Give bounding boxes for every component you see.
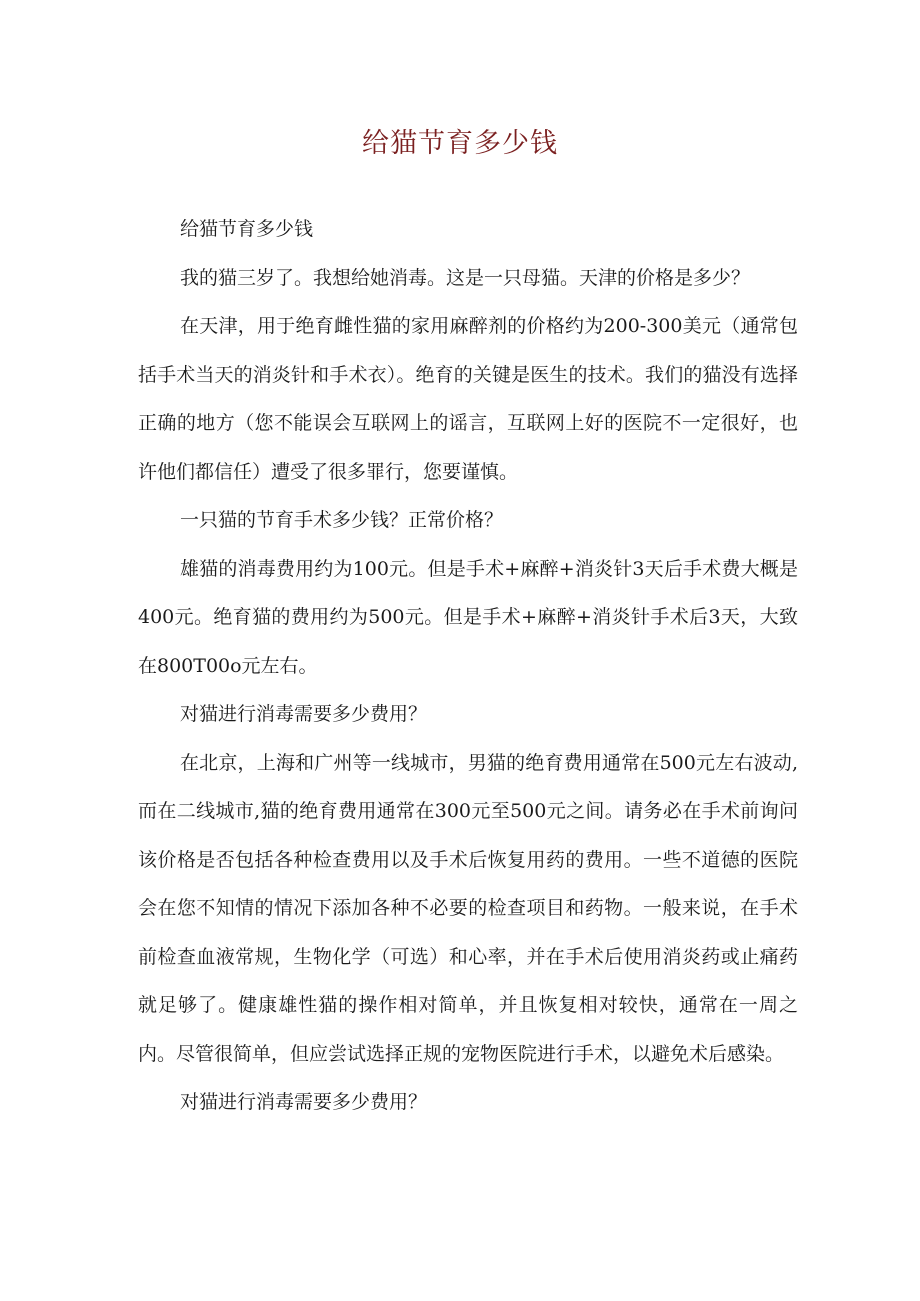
- paragraph-cost-question-1: 对猫进行消毒需要多少费用？: [180, 703, 428, 725]
- paragraph-normal-price-question: 一只猫的节育手术多少钱？正常价格？: [180, 509, 504, 531]
- document-title: 给猫节育多少钱: [362, 128, 558, 159]
- paragraph-cost-question-2: 对猫进行消毒需要多少费用？: [180, 1091, 428, 1113]
- paragraph-male-female-cost: 雄猫的消毒费用约为100元。但是手术+麻醉+消炎针3天后手术费大概是400元。绝育猫的费用约为500元。但是手术+麻醉+消炎针手术后3天，大致在800T00o元左右。: [138, 557, 798, 677]
- paragraph-question: 我的猫三岁了。我想给她消毒。这是一只母猫。天津的价格是多少？: [180, 266, 751, 289]
- paragraph-city-cost-details: 在北京，上海和广州等一线城市，男猫的绝育费用通常在500元左右波动,而在二线城市,猫的绝育费用通常在300元至500元之间。请务必在手术前询问该价格是否包括各种检查费用以及手术后恢复用药的费用。一些不道德的医院会在您不知情的情况下添加各种不必要的检查项目和药物。一般来说，在手术前检查血液常规，生物化学（可选）和心率，并在手术后使用消炎药或止痛药就足够了。健康雄性猫的操作相对简单，并且恢复相对较快，通常在一周之内。尽管很简单，但应尝试选择正规的宠物医院进行手术，以避免术后感染。: [138, 751, 798, 1065]
- paragraph-subtitle: 给猫节育多少钱: [180, 218, 314, 240]
- document-body: [138, 205, 798, 1127]
- paragraph-tianjin-price: 在天津，用于绝育雌性猫的家用麻醉剂的价格约为200-300美元（通常包括手术当天的消炎针和手术衣）。绝育的关键是医生的技术。我们的猫没有选择正确的地方（您不能误会互联网上的谣言，互联网上好的医院不一定很好，也许他们都信任）遭受了很多罪行，您要谨慎。: [138, 315, 798, 483]
